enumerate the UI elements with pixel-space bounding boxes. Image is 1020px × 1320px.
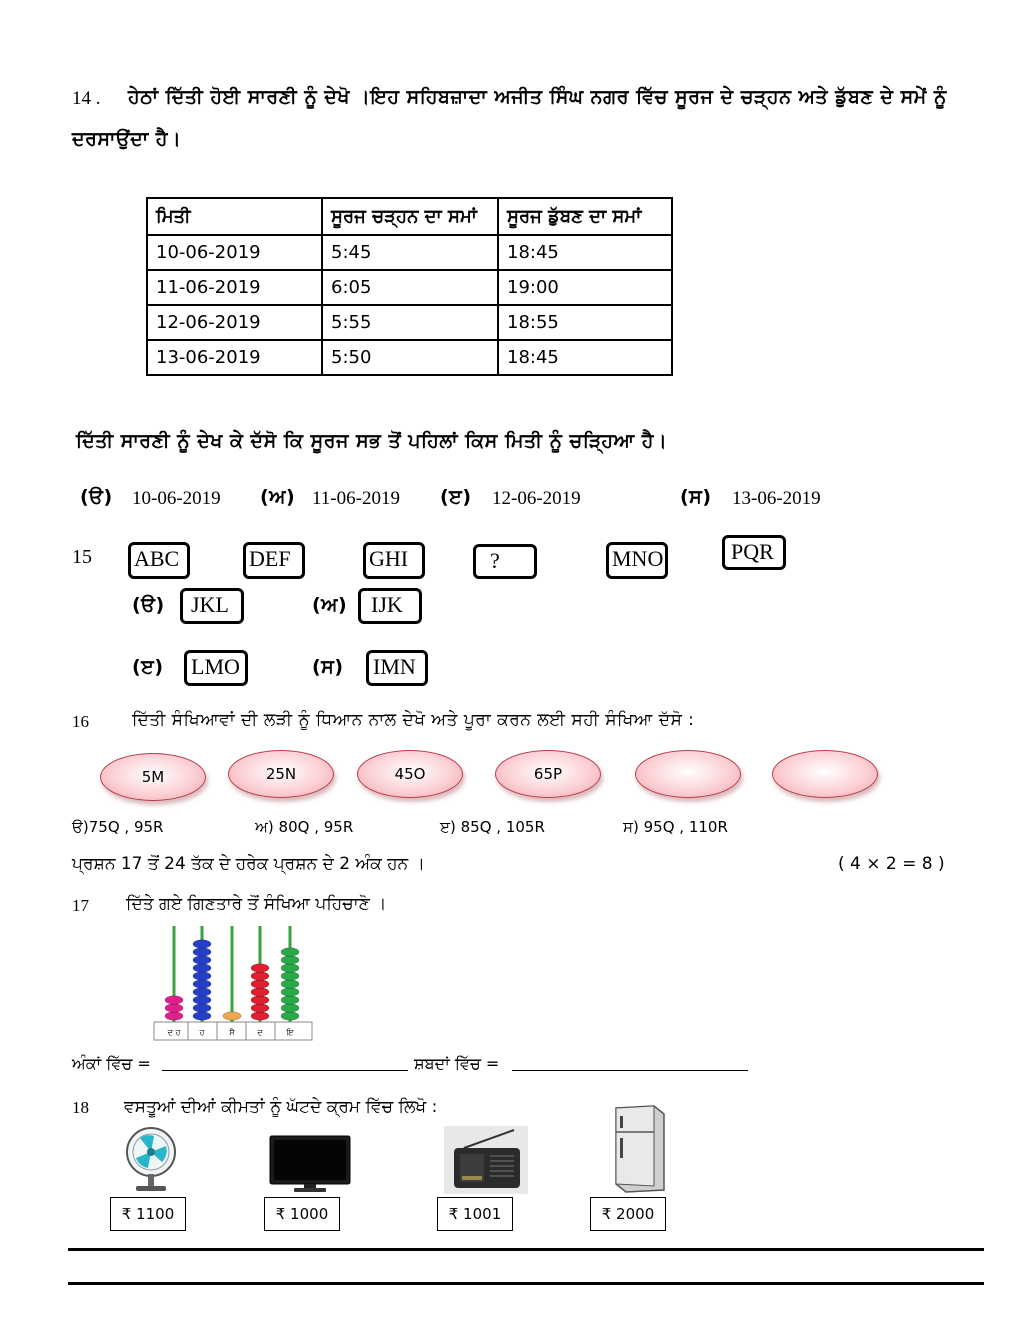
q17-text: ਦਿੱਤੇ ਗਏ ਗਿਣਤਾਰੇ ਤੋਂ ਸੰਖਿਆ ਪਹਿਚਾਣੋ । bbox=[126, 894, 387, 914]
cell-date: 11-06-2019 bbox=[147, 270, 322, 305]
abacus-bead bbox=[281, 988, 299, 996]
abacus-bead bbox=[281, 964, 299, 972]
cell-date: 13-06-2019 bbox=[147, 340, 322, 375]
header-date: ਮਿਤੀ bbox=[147, 198, 322, 235]
q16-number: 16 bbox=[72, 712, 89, 731]
divider-line bbox=[68, 1248, 984, 1251]
q15-option-d-label: (ਸ) bbox=[312, 656, 344, 678]
q15-number: 15 bbox=[72, 546, 92, 568]
series-oval: 5M bbox=[100, 753, 206, 801]
abacus-bead bbox=[251, 1004, 269, 1012]
price-tag-tv: ₹ 1000 bbox=[264, 1197, 340, 1231]
q17-number: 17 bbox=[72, 896, 89, 915]
q14-option-a-label: (ੳ) bbox=[80, 486, 113, 508]
cell-sunrise: 5:45 bbox=[322, 235, 498, 270]
cell-sunset: 18:45 bbox=[498, 235, 672, 270]
abacus bbox=[148, 920, 318, 1042]
abacus-bead bbox=[251, 988, 269, 996]
q14-option-d-text[interactable]: 13-06-2019 bbox=[732, 488, 821, 509]
abacus-bead bbox=[193, 1012, 211, 1020]
price-tag-fan: ₹ 1100 bbox=[110, 1197, 186, 1231]
q16-option-c-text: 85Q , 105R bbox=[460, 818, 545, 836]
q14-text-line2: ਦਰਸਾਉਂਦਾ ਹੈ। bbox=[72, 128, 182, 150]
cell-sunset: 19:00 bbox=[498, 270, 672, 305]
abacus-bead bbox=[281, 956, 299, 964]
abacus-bead bbox=[251, 996, 269, 1004]
q14-question: ਦਿੱਤੀ ਸਾਰਣੀ ਨੂੰ ਦੇਖ ਕੇ ਦੱਸੋ ਕਿ ਸੂਰਜ ਸਭ ਤੋਂ ਪਹਿਲਾਂ ਕਿਸ ਮਿਤੀ ਨੂੰ ਚੜ੍ਹਿਆ ਹੈ। bbox=[76, 430, 668, 452]
abacus-bead bbox=[281, 1012, 299, 1020]
cell-sunrise: 5:55 bbox=[322, 305, 498, 340]
q15-option-b-box[interactable]: IJK bbox=[358, 588, 422, 624]
q14-option-a-text[interactable]: 10-06-2019 bbox=[132, 488, 221, 509]
words-answer-line[interactable] bbox=[512, 1070, 748, 1071]
sequence-box: ABC bbox=[128, 542, 190, 579]
q14-text-line1: ਹੇਠਾਂ ਦਿੱਤੀ ਹੋਈ ਸਾਰਣੀ ਨੂੰ ਦੇਖੋ ।ਇਹ ਸਹਿਬਜ਼ਾਦਾ ਅਜੀਤ ਸਿੰਘ ਨਗਰ ਵਿੱਚ ਸੂਰਜ ਦੇ ਚੜ੍ਹਨ ਅਤੇ ਡੁੱਬਣ ਦੇ ਸਮੇਂ ਨੂੰ bbox=[128, 86, 947, 108]
divider-line bbox=[68, 1282, 984, 1285]
q14-option-c-text[interactable]: 12-06-2019 bbox=[492, 488, 581, 509]
table-row bbox=[147, 270, 672, 305]
price-tag-radio: ₹ 1001 bbox=[437, 1197, 513, 1231]
header-sunrise: ਸੂਰਜ ਚੜ੍ਹਨ ਦਾ ਸਮਾਂ bbox=[322, 198, 498, 235]
table-row bbox=[147, 340, 672, 375]
fridge-icon bbox=[606, 1104, 670, 1194]
abacus-place-label: ਦ ਹ bbox=[167, 1028, 181, 1037]
abacus-bead bbox=[193, 980, 211, 988]
q16-text: ਦਿੱਤੀ ਸੰਖਿਆਵਾਂ ਦੀ ਲੜੀ ਨੂੰ ਧਿਆਨ ਨਾਲ ਦੇਖੋ ਅਤੇ ਪੂਰਾ ਕਰਨ ਲਈ ਸਹੀ ਸੰਖਿਆ ਦੱਸੋ : bbox=[132, 710, 695, 730]
q16-option-a-text: 75Q , 95R bbox=[88, 818, 164, 836]
abacus-bead bbox=[193, 964, 211, 972]
abacus-bead bbox=[193, 956, 211, 964]
q14-option-b-label: (ਅ) bbox=[260, 486, 296, 508]
abacus-bead bbox=[193, 996, 211, 1004]
fan-icon bbox=[118, 1126, 184, 1194]
abacus-bead bbox=[193, 972, 211, 980]
abacus-bead bbox=[165, 996, 183, 1004]
abacus-bead bbox=[165, 1012, 183, 1020]
q14-number: 14 . bbox=[72, 88, 101, 109]
abacus-bead bbox=[281, 996, 299, 1004]
digits-answer-line[interactable] bbox=[162, 1070, 408, 1071]
abacus-place-label: ਸੈ bbox=[229, 1028, 235, 1037]
section-marks: ( 4 × 2 = 8 ) bbox=[838, 854, 945, 874]
series-oval: 65P bbox=[495, 750, 601, 798]
sequence-box: PQR bbox=[722, 535, 786, 570]
radio-icon bbox=[444, 1126, 528, 1194]
q16-option-c[interactable] bbox=[440, 818, 545, 836]
q18-text: ਵਸਤੂਆਂ ਦੀਆਂ ਕੀਮਤਾਂ ਨੂੰ ਘੱਟਦੇ ਕ੍ਰਮ ਵਿੱਚ ਲਿਖੋ : bbox=[124, 1097, 438, 1117]
abacus-place-label: ਹ bbox=[199, 1028, 205, 1037]
section-note: ਪ੍ਰਸ਼ਨ 17 ਤੋਂ 24 ਤੱਕ ਦੇ ਹਰੇਕ ਪ੍ਰਸ਼ਨ ਦੇ 2 ਅੰਕ ਹਨ । bbox=[72, 854, 425, 874]
q16-option-b-text: 80Q , 95R bbox=[278, 818, 354, 836]
sequence-box: GHI bbox=[363, 542, 425, 579]
q16-option-d[interactable] bbox=[623, 818, 728, 836]
abacus-bead bbox=[223, 1012, 241, 1020]
q15-option-a-label: (ੳ) bbox=[132, 594, 165, 616]
q16-option-b-label: ਅ) bbox=[255, 818, 274, 836]
q14-option-d-label: (ਸ) bbox=[680, 486, 712, 508]
abacus-bead bbox=[251, 980, 269, 988]
q15-option-a-box[interactable]: JKL bbox=[180, 588, 244, 624]
sunrise-table bbox=[146, 197, 673, 376]
table-row bbox=[147, 235, 672, 270]
q16-option-b[interactable] bbox=[255, 818, 353, 836]
abacus-bead bbox=[251, 972, 269, 980]
digits-answer-label: ਅੰਕਾਂ ਵਿੱਚ = bbox=[72, 1054, 151, 1073]
series-oval-blank bbox=[635, 750, 741, 798]
q16-option-c-label: ੲ) bbox=[440, 818, 456, 836]
sequence-box-unknown: ? bbox=[473, 544, 537, 579]
q15-option-c-label: (ੲ) bbox=[132, 656, 164, 678]
abacus-bead bbox=[281, 948, 299, 956]
abacus-bead bbox=[193, 988, 211, 996]
table-row bbox=[147, 305, 672, 340]
q15-option-d-box[interactable]: IMN bbox=[366, 650, 428, 686]
cell-sunset: 18:55 bbox=[498, 305, 672, 340]
q15-option-b-label: (ਅ) bbox=[312, 594, 348, 616]
abacus-bead bbox=[193, 1004, 211, 1012]
cell-date: 12-06-2019 bbox=[147, 305, 322, 340]
series-oval-blank bbox=[772, 750, 878, 798]
tv-icon bbox=[268, 1134, 352, 1194]
abacus-bead bbox=[193, 940, 211, 948]
q16-option-a-label: ੳ) bbox=[72, 818, 89, 836]
cell-sunset: 18:45 bbox=[498, 340, 672, 375]
abacus-place-label: ਦ bbox=[257, 1028, 263, 1037]
abacus-bead bbox=[165, 1004, 183, 1012]
abacus-bead bbox=[251, 964, 269, 972]
sequence-box: MNO bbox=[606, 542, 668, 579]
price-tag-fridge: ₹ 2000 bbox=[590, 1197, 666, 1231]
cell-date: 10-06-2019 bbox=[147, 235, 322, 270]
q14-option-b-text[interactable]: 11-06-2019 bbox=[312, 488, 400, 509]
abacus-bead bbox=[251, 1012, 269, 1020]
words-answer-label: ਸ਼ਬਦਾਂ ਵਿੱਚ = bbox=[414, 1054, 500, 1073]
abacus-bead bbox=[281, 972, 299, 980]
series-oval: 45O bbox=[357, 750, 463, 798]
cell-sunrise: 6:05 bbox=[322, 270, 498, 305]
q18-number: 18 bbox=[72, 1098, 89, 1117]
series-oval: 25N bbox=[228, 750, 334, 798]
q14-option-c-label: (ੲ) bbox=[440, 486, 472, 508]
abacus-bead bbox=[281, 1004, 299, 1012]
q16-option-a[interactable] bbox=[72, 818, 163, 836]
header-sunset: ਸੂਰਜ ਡੁੱਬਣ ਦਾ ਸਮਾਂ bbox=[498, 198, 672, 235]
abacus-place-label: ਇ bbox=[286, 1028, 294, 1037]
q16-option-d-label: ਸ) bbox=[623, 818, 639, 836]
abacus-bead bbox=[281, 980, 299, 988]
q16-option-d-text: 95Q , 110R bbox=[643, 818, 728, 836]
sequence-box: DEF bbox=[243, 542, 305, 579]
cell-sunrise: 5:50 bbox=[322, 340, 498, 375]
abacus-bead bbox=[193, 948, 211, 956]
table-header-row bbox=[147, 198, 672, 235]
q15-option-c-box[interactable]: LMO bbox=[184, 650, 248, 686]
